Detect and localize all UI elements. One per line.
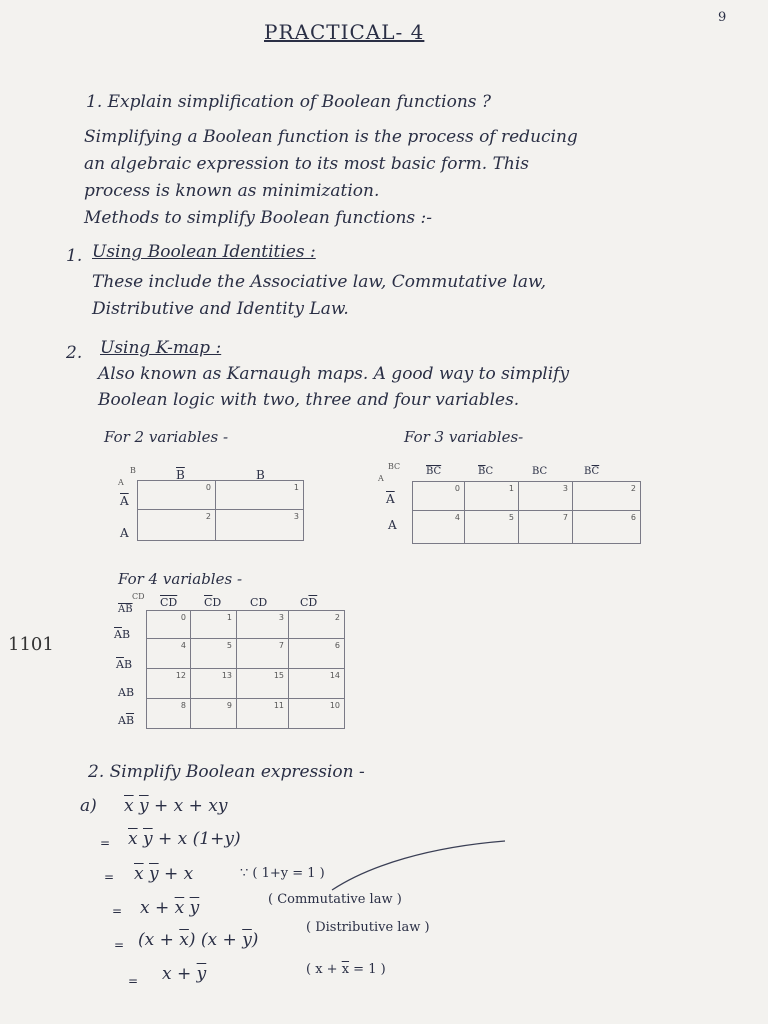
kmap3-grid bbox=[412, 481, 641, 544]
step-4-note: ( Distributive law ) bbox=[306, 920, 430, 935]
expression: $\overline{x}$ $\overline{y} + x$ + xy bbox=[124, 796, 228, 816]
kmap4-cell: 0 bbox=[147, 611, 191, 639]
answer-line-1: Simplifying a Boolean function is the process of reducing bbox=[84, 127, 578, 147]
step-3: $x + \overline{x}$ $\overline{y}$ bbox=[140, 898, 200, 918]
kmap3-cell: 7 bbox=[519, 511, 573, 544]
kmap3-cell: 6 bbox=[573, 511, 641, 544]
kmap4-row-header-3: AB bbox=[118, 686, 135, 699]
step-4: $(x + \overline{x})$ $(x + \overline{y})$ bbox=[138, 930, 259, 950]
kmap4-cell: 12 bbox=[147, 669, 191, 699]
kmap4-col-header-1: $\overline{CD}$ bbox=[160, 596, 178, 609]
kmap2-col-header-1: $\overline{B}$ bbox=[176, 468, 185, 482]
kmap2-cell: 0 bbox=[138, 481, 216, 510]
kmap3-cell: 0 bbox=[413, 482, 465, 511]
method-2-line-2: Boolean logic with two, three and four variables. bbox=[98, 390, 520, 410]
method-1-line-2: Distributive and Identity Law. bbox=[92, 299, 349, 319]
kmap4-cell: 10 bbox=[289, 699, 345, 729]
kmap3-cell: 4 bbox=[413, 511, 465, 544]
kmap3-col-header-2: $\overline{B}C$ bbox=[478, 466, 494, 477]
step-2-note: ∵ ( 1+y = 1 ) bbox=[240, 866, 325, 881]
kmap4-cell: 5 bbox=[191, 639, 237, 669]
kmap4-cell: 6 bbox=[289, 639, 345, 669]
methods-heading: Methods to simplify Boolean functions :- bbox=[84, 208, 433, 228]
kmap4-cell: 3 bbox=[237, 611, 289, 639]
kmap3-col-header-3: BC bbox=[532, 466, 548, 477]
kmap2-row-header-2: A bbox=[120, 526, 129, 540]
kmap2-col-header-2: B bbox=[256, 468, 265, 482]
step-2-equals: = bbox=[104, 870, 115, 884]
kmap4-cell: 13 bbox=[191, 669, 237, 699]
step-3-note: ( Commutative law ) bbox=[268, 892, 402, 907]
kmap2-corner-top: B bbox=[130, 466, 136, 475]
kmap4-corner-left: $\overline{AB}$ bbox=[118, 604, 133, 615]
kmap4-col-header-4: $C\overline{D}$ bbox=[300, 596, 318, 609]
kmap4-cell: 7 bbox=[237, 639, 289, 669]
method-1-number: 1. bbox=[66, 246, 83, 266]
method-2-line-1: Also known as Karnaugh maps. A good way to simplify bbox=[98, 364, 570, 384]
question-2-heading: 2. Simplify Boolean expression - bbox=[88, 762, 365, 782]
kmap3-cell: 2 bbox=[573, 482, 641, 511]
kmap3-corner-left: A bbox=[378, 474, 384, 483]
step-5-note: ( $x + \overline{x} = 1$ ) bbox=[306, 962, 386, 977]
kmap2-row-header-1: $\overline{A}$ bbox=[120, 494, 129, 508]
kmap4-cell: 11 bbox=[237, 699, 289, 729]
page-title: PRACTICAL- 4 bbox=[264, 20, 425, 44]
kmap4-row-header-2: $\overline{A}B$ bbox=[116, 658, 133, 671]
kmap2-cell: 2 bbox=[138, 510, 216, 541]
kmap4-cell: 9 bbox=[191, 699, 237, 729]
kmap3-corner-top: BC bbox=[388, 462, 401, 471]
part-a-label: a) bbox=[80, 796, 97, 816]
kmap4-grid bbox=[146, 610, 345, 729]
kmap3-cell: 5 bbox=[465, 511, 519, 544]
kmap4-cell: 8 bbox=[147, 699, 191, 729]
method-2-heading: Using K-map : bbox=[100, 338, 222, 358]
step-1-equals: = bbox=[100, 836, 111, 850]
checkmark-icon bbox=[330, 835, 510, 895]
kmap4-col-header-3: CD bbox=[250, 596, 268, 609]
method-2-number: 2. bbox=[66, 343, 83, 363]
page-number: 9 bbox=[718, 10, 727, 25]
step-3-equals: = bbox=[112, 904, 123, 918]
step-4-equals: = bbox=[114, 938, 125, 952]
kmap4-row-header-1: $\overline{A}B$ bbox=[114, 628, 131, 641]
kmap4-cell: 15 bbox=[237, 669, 289, 699]
kmap4-corner-top: CD bbox=[132, 592, 145, 601]
step-1: $\overline{x}$ $\overline{y} + x$ (1+y) bbox=[128, 829, 241, 849]
method-1-line-1: These include the Associative law, Commutative law, bbox=[92, 272, 546, 292]
question-1: 1. Explain simplification of Boolean functions ? bbox=[86, 92, 492, 112]
kmap4-col-header-2: $\overline{C}D$ bbox=[204, 596, 222, 609]
step-2: $\overline{x}$ $\overline{y} + x$ bbox=[134, 864, 194, 884]
answer-line-3: process is known as minimization. bbox=[84, 181, 380, 201]
kmap4-cell: 2 bbox=[289, 611, 345, 639]
kmap4-cell: 14 bbox=[289, 669, 345, 699]
margin-note: 1101 bbox=[8, 634, 54, 655]
kmap3-cell: 1 bbox=[465, 482, 519, 511]
kmap2-grid bbox=[137, 480, 304, 541]
kmap3-col-header-4: $B\overline{C}$ bbox=[584, 466, 600, 477]
kmap4-caption: For 4 variables - bbox=[118, 570, 243, 588]
kmap4-row-header-4: $A\overline{B}$ bbox=[118, 714, 135, 727]
kmap3-col-header-1: $\overline{BC}$ bbox=[426, 466, 442, 477]
kmap4-cell: 1 bbox=[191, 611, 237, 639]
method-1-heading: Using Boolean Identities : bbox=[92, 242, 316, 262]
kmap2-cell: 1 bbox=[216, 481, 304, 510]
kmap3-row-header-1: $\overline{A}$ bbox=[386, 492, 395, 506]
answer-line-2: an algebraic expression to its most basic form. This bbox=[84, 154, 530, 174]
kmap3-caption: For 3 variables- bbox=[404, 428, 524, 446]
kmap3-row-header-2: A bbox=[388, 518, 397, 532]
kmap3-cell: 3 bbox=[519, 482, 573, 511]
kmap2-caption: For 2 variables - bbox=[104, 428, 229, 446]
kmap4-cell: 4 bbox=[147, 639, 191, 669]
kmap2-cell: 3 bbox=[216, 510, 304, 541]
kmap2-corner-left: A bbox=[118, 478, 124, 487]
step-5: $x + \overline{y}$ bbox=[162, 964, 207, 984]
step-5-equals: = bbox=[128, 974, 139, 988]
